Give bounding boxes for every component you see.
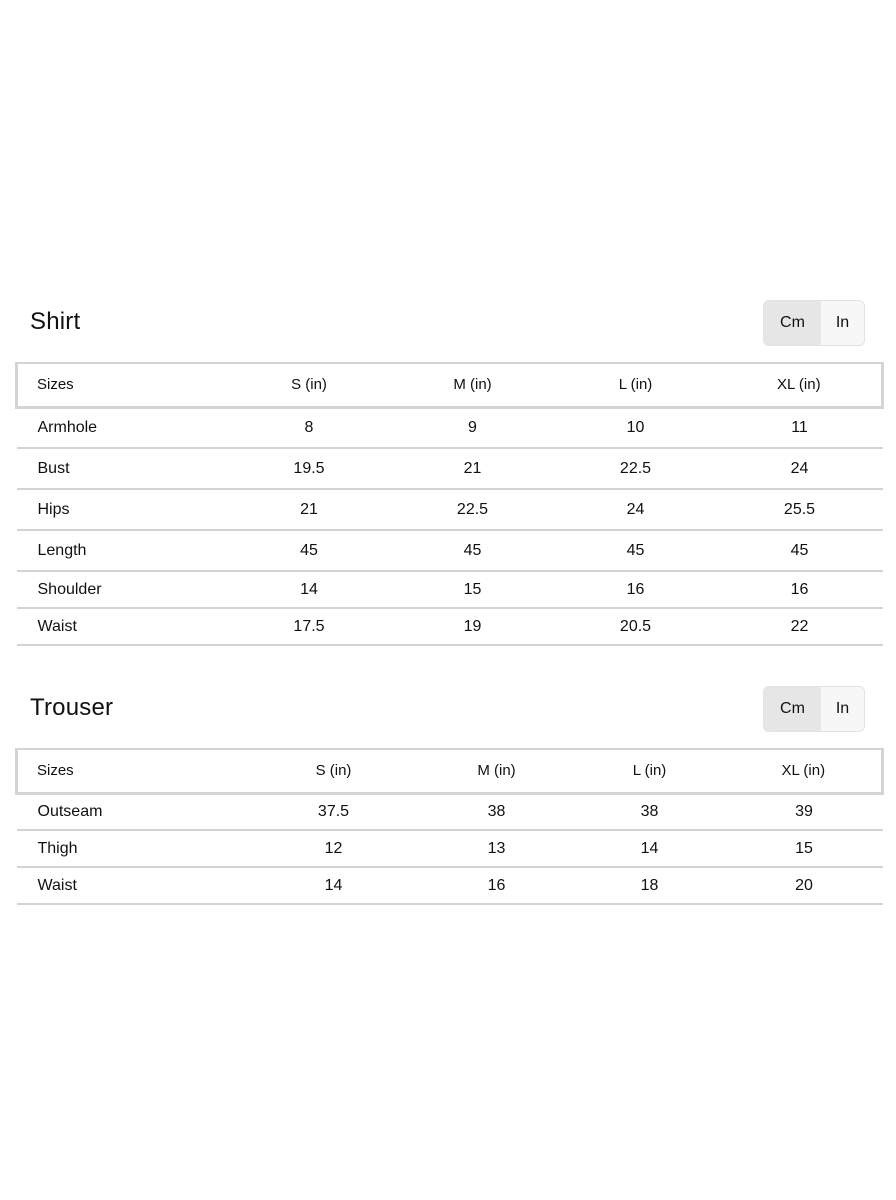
- cell-m: 21: [391, 448, 555, 489]
- table-row: [17, 448, 883, 489]
- cell-s: 21: [228, 489, 391, 530]
- cell-s: 14: [228, 571, 391, 608]
- header-s: S (in): [228, 363, 391, 407]
- table-row: [17, 867, 883, 904]
- trouser-title: Trouser: [30, 694, 114, 721]
- shirt-size-table: [15, 362, 884, 646]
- cell-xl: 22: [717, 608, 883, 645]
- row-label: Length: [17, 530, 228, 571]
- cell-xl: 20: [726, 867, 883, 904]
- header-sizes: Sizes: [17, 749, 248, 793]
- cell-l: 22.5: [555, 448, 717, 489]
- trouser-unit-toggle: [763, 686, 865, 732]
- row-label: Hips: [17, 489, 228, 530]
- row-label: Outseam: [17, 793, 248, 830]
- cell-m: 9: [391, 407, 555, 448]
- cell-xl: 45: [717, 530, 883, 571]
- table-row: [17, 530, 883, 571]
- header-m: M (in): [391, 363, 555, 407]
- header-m: M (in): [420, 749, 574, 793]
- cell-xl: 24: [717, 448, 883, 489]
- shirt-title: Shirt: [30, 308, 81, 335]
- shirt-header: [15, 298, 881, 362]
- table-row: [17, 571, 883, 608]
- trouser-cm-button[interactable]: Cm: [764, 687, 821, 731]
- cell-s: 12: [248, 830, 420, 867]
- cell-l: 24: [555, 489, 717, 530]
- row-label: Armhole: [17, 407, 228, 448]
- cell-l: 10: [555, 407, 717, 448]
- table-header-row: [17, 363, 883, 407]
- shirt-cm-button[interactable]: Cm: [764, 301, 821, 345]
- row-label: Shoulder: [17, 571, 228, 608]
- header-l: L (in): [555, 363, 717, 407]
- shirt-size-chart: [15, 298, 881, 646]
- row-label: Bust: [17, 448, 228, 489]
- row-label: Waist: [17, 608, 228, 645]
- cell-l: 45: [555, 530, 717, 571]
- cell-xl: 39: [726, 793, 883, 830]
- cell-s: 17.5: [228, 608, 391, 645]
- cell-s: 8: [228, 407, 391, 448]
- table-row: [17, 407, 883, 448]
- cell-xl: 11: [717, 407, 883, 448]
- cell-s: 19.5: [228, 448, 391, 489]
- cell-l: 16: [555, 571, 717, 608]
- header-s: S (in): [248, 749, 420, 793]
- trouser-size-table: [15, 748, 884, 905]
- table-row: [17, 489, 883, 530]
- cell-l: 38: [574, 793, 726, 830]
- cell-s: 14: [248, 867, 420, 904]
- cell-xl: 15: [726, 830, 883, 867]
- table-row: [17, 793, 883, 830]
- cell-xl: 16: [717, 571, 883, 608]
- shirt-in-button[interactable]: In: [821, 301, 864, 345]
- table-header-row: [17, 749, 883, 793]
- cell-l: 20.5: [555, 608, 717, 645]
- cell-m: 13: [420, 830, 574, 867]
- trouser-size-chart: [15, 684, 881, 905]
- header-sizes: Sizes: [17, 363, 228, 407]
- cell-m: 19: [391, 608, 555, 645]
- header-xl: XL (in): [726, 749, 883, 793]
- row-label: Thigh: [17, 830, 248, 867]
- cell-s: 45: [228, 530, 391, 571]
- table-row: [17, 608, 883, 645]
- table-row: [17, 830, 883, 867]
- cell-xl: 25.5: [717, 489, 883, 530]
- shirt-unit-toggle: [763, 300, 865, 346]
- cell-l: 14: [574, 830, 726, 867]
- cell-m: 16: [420, 867, 574, 904]
- trouser-in-button[interactable]: In: [821, 687, 864, 731]
- row-label: Waist: [17, 867, 248, 904]
- trouser-header: [15, 684, 881, 748]
- header-l: L (in): [574, 749, 726, 793]
- cell-m: 45: [391, 530, 555, 571]
- cell-l: 18: [574, 867, 726, 904]
- header-xl: XL (in): [717, 363, 883, 407]
- cell-m: 38: [420, 793, 574, 830]
- cell-s: 37.5: [248, 793, 420, 830]
- cell-m: 22.5: [391, 489, 555, 530]
- cell-m: 15: [391, 571, 555, 608]
